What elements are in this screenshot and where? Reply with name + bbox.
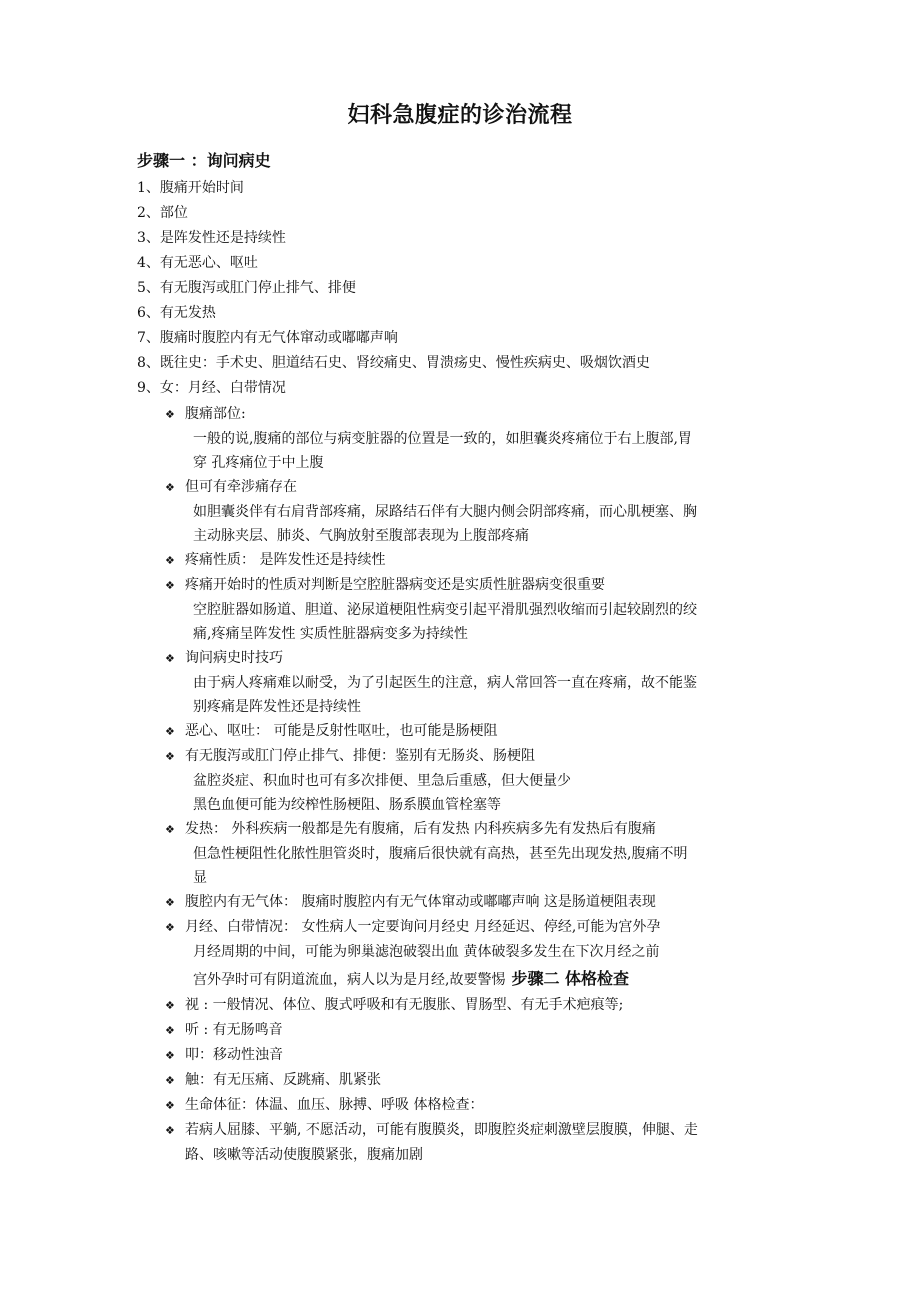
bullet-item: [165, 548, 805, 573]
exam-continuation: 路、咳嗽等活动使腹膜紧张，腹痛加剧: [185, 1147, 423, 1163]
bullet-diamond-icon: ❖: [165, 750, 175, 763]
bullet-line: 别疼痛是阵发性还是持续性: [193, 699, 361, 715]
bullet-diamond-icon: ❖: [165, 921, 175, 934]
list-item: 6、有无发热: [137, 305, 216, 321]
bullet-line: 一般的说,腹痛的部位与病变脏器的位置是一致的，如胆囊炎疼痛位于右上腹部,胃: [193, 431, 692, 447]
bullet-line: 黑色血便可能为绞榨性肠梗阻、肠系膜血管栓塞等: [193, 797, 501, 813]
bullet-line: 痛,疼痛呈阵发性 实质性脏器病变多为持续性: [193, 626, 468, 642]
list-item: 2、部位: [137, 205, 188, 221]
bullet-line: 由于病人疼痛难以耐受，为了引起医生的注意，病人常回答一直在疼痛，故不能鉴: [193, 675, 697, 691]
bullet-item: [165, 719, 805, 744]
bullet-diamond-icon: ❖: [165, 1099, 175, 1112]
numbered-list: [137, 176, 797, 401]
bullet-head: 腹腔内有无气体： 腹痛时腹腔内有无气体窜动或嘟嘟声响 这是肠道梗阻表现: [185, 894, 656, 910]
bullet-diamond-icon: ❖: [165, 554, 175, 567]
exam-item: [165, 1118, 805, 1168]
exam-text: 叩：移动性浊音: [185, 1047, 283, 1063]
bullet-item: [165, 573, 805, 646]
bullet-line: 但急性梗阻性化脓性胆管炎时，腹痛后很快就有高热，甚至先出现发热,腹痛不明: [193, 846, 688, 862]
bullet-head: 疼痛性质： 是阵发性还是持续性: [185, 552, 386, 568]
exam-item: [165, 1068, 805, 1093]
list-item: 7、腹痛时腹腔内有无气体窜动或嘟嘟声响: [137, 330, 398, 346]
bullet-diamond-icon: ❖: [165, 481, 175, 494]
exam-item: [165, 993, 805, 1018]
exam-item: [165, 1018, 805, 1043]
exam-item: [165, 1093, 805, 1118]
bullet-diamond-icon: ❖: [165, 1124, 175, 1137]
page-title: 妇科急腹症的诊治流程: [347, 103, 573, 128]
list-item: 5、有无腹泻或肛门停止排气、排便: [137, 280, 356, 296]
exam-item: [165, 1043, 805, 1068]
bullet-head: 有无腹泻或肛门停止排气、排便：鉴别有无肠炎、肠梗阻: [185, 748, 535, 764]
bullet-diamond-icon: ❖: [165, 725, 175, 738]
bullet-head: 询问病史时技巧: [185, 650, 283, 666]
exam-text: 若病人屈膝、平躺, 不愿活动，可能有腹膜炎，即腹腔炎症刺激壁层腹膜，伸腿、走: [185, 1122, 698, 1138]
bullet-head: 但可有牵涉痛存在: [185, 479, 297, 495]
bullet-list: [165, 402, 805, 995]
bullet-diamond-icon: ❖: [165, 652, 175, 665]
list-item: 4、有无恶心、呕吐: [137, 255, 258, 271]
bullet-diamond-icon: ❖: [165, 823, 175, 836]
exam-text: 听 : 有无肠鸣音: [185, 1022, 283, 1038]
exam-text: 生命体征：体温、血压、脉搏、呼吸 体格检查：: [185, 1097, 484, 1113]
list-item: 1、腹痛开始时间: [137, 180, 244, 196]
bullet-head: 月经、白带情况： 女性病人一定要询问月经史 月经延迟、停经,可能为宫外孕: [185, 919, 661, 935]
step2-heading: 步骤二 体格检查: [511, 969, 630, 988]
bullet-head: 腹痛部位:: [185, 406, 246, 422]
bullet-diamond-icon: ❖: [165, 896, 175, 909]
bullet-head: 恶心、呕吐： 可能是反射性呕吐，也可能是肠梗阻: [185, 723, 498, 739]
step1-heading: 步骤一 ：询问病史: [137, 151, 271, 170]
bullet-line: 穿 孔疼痛位于中上腹: [193, 455, 324, 471]
bullet-diamond-icon: ❖: [165, 999, 175, 1012]
bullet-item: [165, 475, 805, 548]
bullet-head: 发热： 外科疾病一般都是先有腹痛，后有发热 内科疾病多先有发热后有腹痛: [185, 821, 656, 837]
list-item: 8、既往史：手术史、胆道结石史、肾绞痛史、胃溃疡史、慢性疾病史、吸烟饮酒史: [137, 355, 650, 371]
bullet-item: [165, 744, 805, 817]
bullet-item: [165, 915, 805, 995]
bullet-item: [165, 817, 805, 890]
bullet-line: 月经周期的中间，可能为卵巢滤泡破裂出血 黄体破裂多发生在下次月经之前: [193, 944, 660, 960]
bullet-diamond-icon: ❖: [165, 1074, 175, 1087]
bullet-item: [165, 890, 805, 915]
bullet-diamond-icon: ❖: [165, 408, 175, 421]
exam-text: 视 : 一般情况、体位、腹式呼吸和有无腹胀、胃肠型、有无手术疤痕等;: [185, 997, 624, 1013]
list-item: 3、是阵发性还是持续性: [137, 230, 286, 246]
bullet-line: 空腔脏器如肠道、胆道、泌尿道梗阻性病变引起平滑肌强烈收缩而引起较剧烈的绞: [193, 602, 697, 618]
exam-text: 触：有无压痛、反跳痛、肌紧张: [185, 1072, 381, 1088]
bullet-item: [165, 646, 805, 719]
bullet-head: 疼痛开始时的性质对判断是空腔脏器病变还是实质性脏器病变很重要: [185, 577, 605, 593]
bullet-line: 显: [193, 870, 207, 886]
bullet-item: [165, 402, 805, 475]
bullet-line: 主动脉夹层、肺炎、气胸放射至腹部表现为上腹部疼痛: [193, 528, 529, 544]
bullet-diamond-icon: ❖: [165, 579, 175, 592]
exam-list: [165, 993, 805, 1168]
bullet-line: 盆腔炎症、积血时也可有多次排便、里急后重感，但大便量少: [193, 773, 571, 789]
bullet-diamond-icon: ❖: [165, 1024, 175, 1037]
bullet-line-with-step2: [193, 964, 789, 995]
list-item: 9、女：月经、白带情况: [137, 380, 286, 396]
bullet-line: 如胆囊炎伴有右肩背部疼痛，尿路结石伴有大腿内侧会阴部疼痛，而心肌梗塞、胸: [193, 504, 697, 520]
bullet-diamond-icon: ❖: [165, 1049, 175, 1062]
ectopic-line: 宫外孕时可有阴道流血，病人以为是月经,故要警惕: [193, 972, 506, 988]
